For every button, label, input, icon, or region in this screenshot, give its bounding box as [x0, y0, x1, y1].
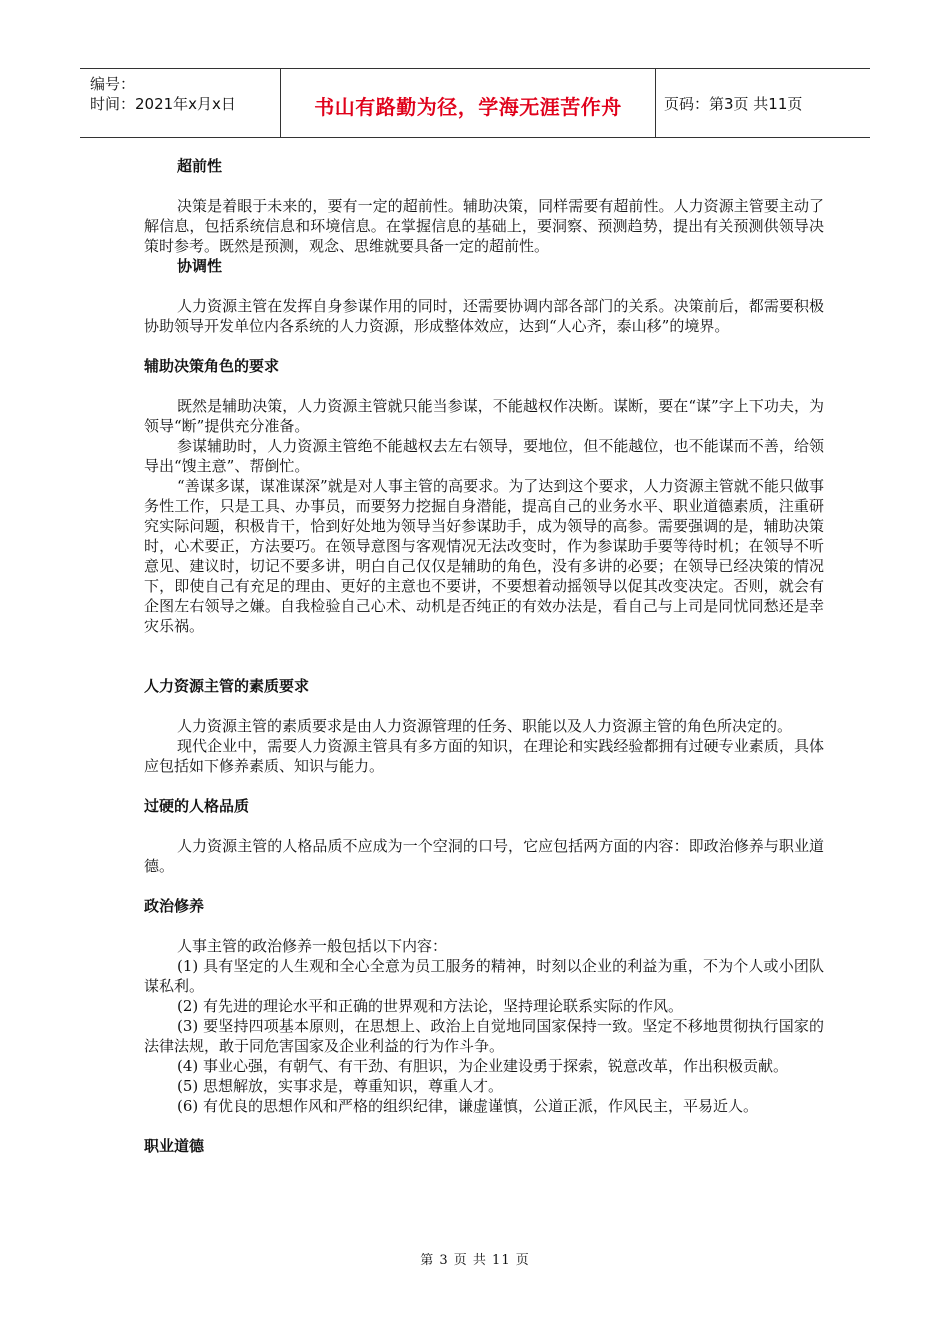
paragraph: 现代企业中，需要人力资源主管具有多方面的知识，在理论和实践经验都拥有过硬专业素质，具体应包括如下修养素质、知识与能力。 — [144, 737, 824, 775]
header-motto-cell — [281, 69, 656, 137]
list-item: (6) 有优良的思想作风和严格的组织纪律，谦虚谨慎，公道正派，作风民主，平易近人。 — [177, 1097, 759, 1115]
list-item: (3) 要坚持四项基本原则，在思想上、政治上自觉地同国家保持一致。坚定不移地贯彻执行国家的法律法规，敢于同危害国家及企业利益的行为作斗争。 — [144, 1017, 824, 1055]
document-date-label: 时间：2021年x月x日 — [90, 95, 236, 113]
paragraph: “善谋多谋，谋准谋深”就是对人事主管的高要求。为了达到这个要求，人力资源主管就不能只做事务性工作，只是工具、办事员，而要努力挖掘自身潜能，提高自己的业务水平、职业道德素质，注重研究实际问题，积极肯干，恰到好处地为领导当好参谋助手，成为领导的高参。需要强调的是，辅助决策时，心术要正，方法要巧。在领导意图与客观情况无法改变时，作为参谋助手要等待时机；在领导不听意见、建议时，切记不要多讲，明白自己仅仅是辅助的角色，没有多讲的必要；在领导已经决策的情况下，即使自己有充足的理由、更好的主意也不要讲，不要想着动摇领导以促其改变决定。否则，就会有企图左右领导之嫌。自我检验自己心术、动机是否纯正的有效办法是，看自己与上司是同忧同愁还是幸灾乐祸。 — [144, 477, 824, 635]
motto-text: 书山有路勤为径，学海无涯苦作舟 — [314, 95, 622, 119]
paragraph: 人力资源主管在发挥自身参谋作用的同时，还需要协调内部各部门的关系。决策前后，都需要积极协助领导开发单位内各系统的人力资源，形成整体效应，达到“人心齐，泰山移”的境界。 — [144, 297, 824, 335]
header-page-cell — [656, 69, 870, 137]
header-page-info: 页码：第3页 共11页 — [664, 95, 803, 113]
paragraph: 人力资源主管的素质要求是由人力资源管理的任务、职能以及人力资源主管的角色所决定的。 — [177, 717, 793, 735]
section-heading: 辅助决策角色的要求 — [144, 357, 280, 375]
paragraph: 既然是辅助决策，人力资源主管就只能当参谋，不能越权作决断。谋断，要在“谋”字上下功夫，为领导“断”提供充分准备。 — [144, 397, 824, 435]
paragraph: 决策是着眼于未来的，要有一定的超前性。辅助决策，同样需要有超前性。人力资源主管要主动了解信息，包括系统信息和环境信息。在掌握信息的基础上，要洞察、预测趋势，提出有关预测供领导决策时参考。既然是预测，观念、思维就要具备一定的超前性。 — [144, 197, 824, 255]
paragraph: 参谋辅助时，人力资源主管绝不能越权去左右领导，要地位，但不能越位，也不能谋而不善，给领导出“馊主意”、帮倒忙。 — [144, 437, 824, 475]
paragraph: 人事主管的政治修养一般包括以下内容： — [177, 937, 448, 955]
header-meta-cell — [80, 69, 281, 137]
list-item: (1) 具有坚定的人生观和全心全意为员工服务的精神，时刻以企业的利益为重，不为个人或小团队谋私利。 — [144, 957, 824, 995]
document-body — [144, 156, 824, 1156]
section-heading: 超前性 — [177, 157, 223, 175]
section-heading: 政治修养 — [144, 897, 205, 915]
section-heading: 职业道德 — [144, 1137, 205, 1155]
list-item: (5) 思想解放，实事求是，尊重知识，尊重人才。 — [177, 1077, 504, 1095]
section-heading: 协调性 — [177, 257, 223, 275]
page-header — [80, 68, 870, 138]
section-heading: 人力资源主管的素质要求 — [144, 677, 310, 695]
list-item: (4) 事业心强，有朝气、有干劲、有胆识，为企业建设勇于探索，锐意改革，作出积极贡献。 — [177, 1057, 789, 1075]
document-number-label: 编号： — [90, 75, 136, 93]
paragraph: 人力资源主管的人格品质不应成为一个空洞的口号，它应包括两方面的内容：即政治修养与职业道德。 — [144, 837, 824, 875]
page-footer: 第 3 页 共 11 页 — [420, 1253, 530, 1268]
list-item: (2) 有先进的理论水平和正确的世界观和方法论，坚持理论联系实际的作风。 — [177, 997, 684, 1015]
section-heading: 过硬的人格品质 — [144, 797, 250, 815]
